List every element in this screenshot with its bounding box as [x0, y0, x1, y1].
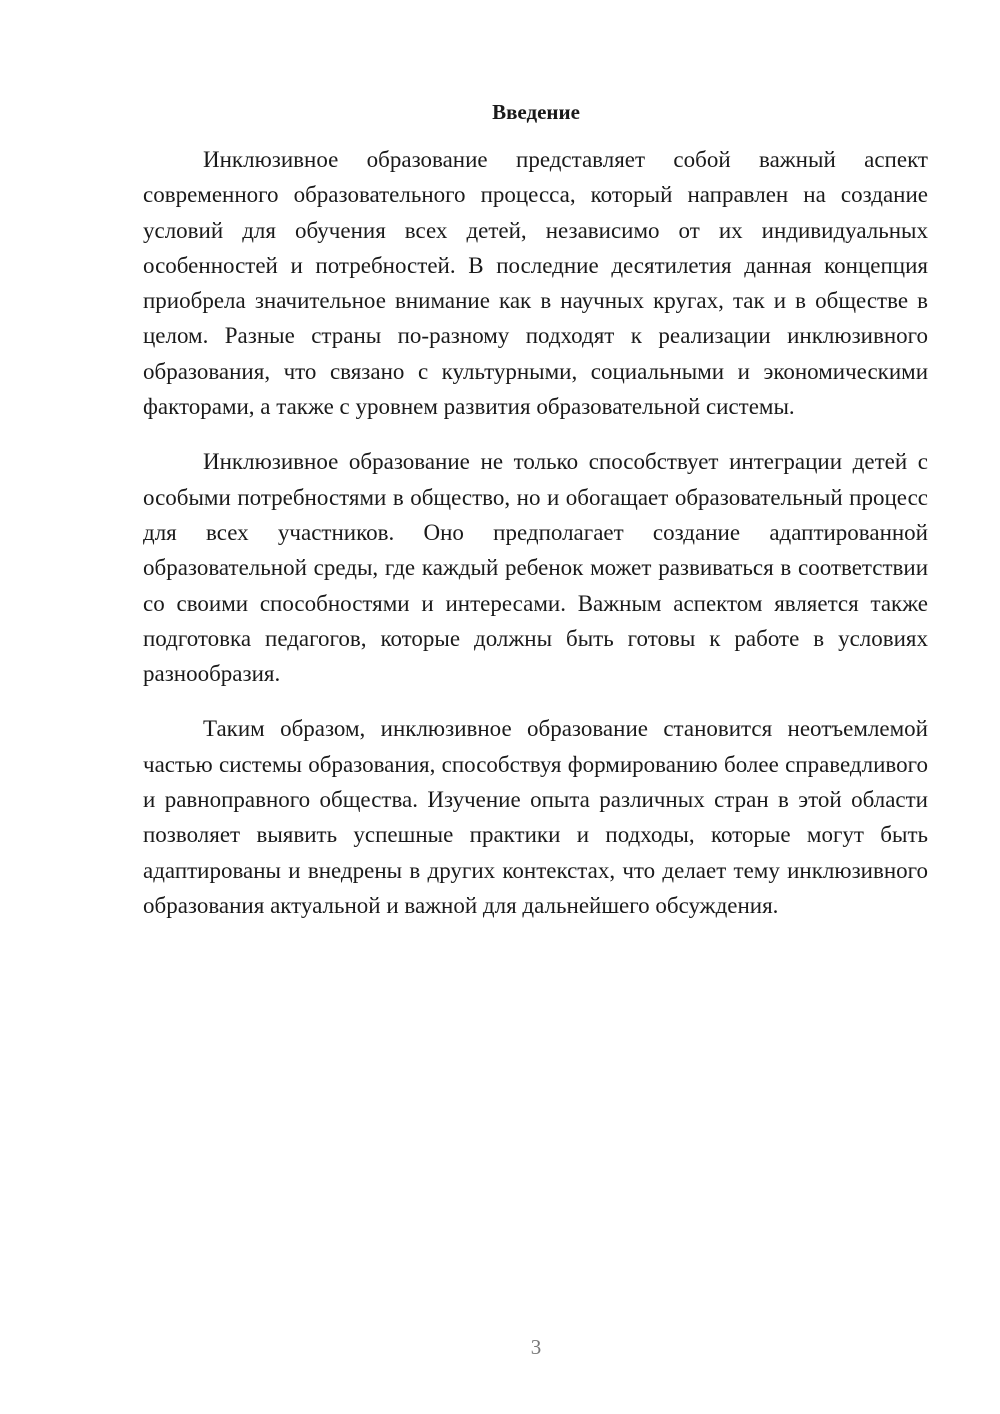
- page-number: 3: [530, 1335, 542, 1359]
- paragraph-3: Таким образом, инклюзивное образование становится неотъемлемой частью системы образования, способствуя формированию более справедливого и равноправного общества. Изучение опыта различных стран в этой области позволяет выявить успешные практики и подходы, которые могут быть адаптированы и внедрены в других контекстах, что делает тему инклюзивного образования актуальной и важной для дальнейшего обсуждения.: [143, 716, 928, 918]
- page-title: Введение: [492, 100, 580, 124]
- paragraph-1: Инклюзивное образование представляет собой важный аспект современного образовательного процесса, который направлен на создание условий для обучения всех детей, независимо от их индивидуальных особенностей и потребностей. В последние десятилетия данная концепция приобрела значительное внимание как в научных кругах, так и в обществе в целом. Разные страны по-разному подходят к реализации инклюзивного образования, что связано с культурными, социальными и экономическими факторами, а также с уровнем развития образовательной системы.: [143, 147, 928, 420]
- body-text: [143, 142, 928, 923]
- paragraph-2: Инклюзивное образование не только способствует интеграции детей с особыми потребностями в общество, но и обогащает образовательный процесс для всех участников. Оно предполагает создание адаптированной образовательной среды, где каждый ребенок может развиваться в соответствии со своими способностями и интересами. Важным аспектом является также подготовка педагогов, которые должны быть готовы к работе в условиях разнообразия.: [143, 449, 928, 687]
